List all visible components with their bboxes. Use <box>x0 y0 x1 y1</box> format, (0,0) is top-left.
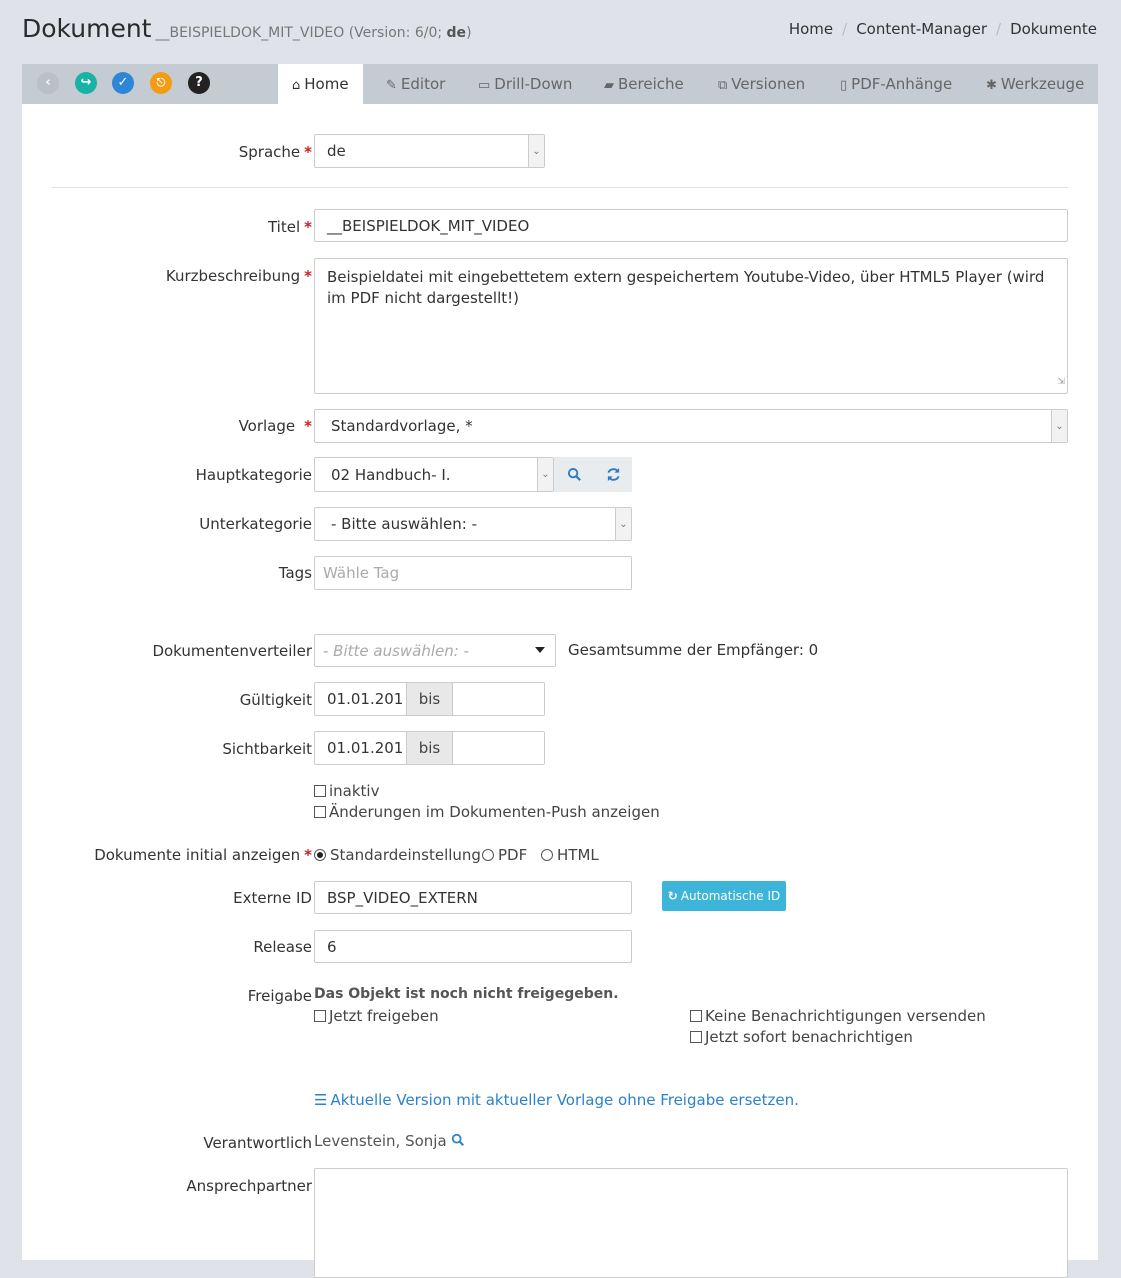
automatische-id-button[interactable] <box>662 881 786 911</box>
titel-label <box>22 218 312 236</box>
titel-input[interactable] <box>314 209 1068 242</box>
tab-bereiche-label: Bereiche <box>618 75 684 93</box>
sichtbarkeit-label <box>22 740 312 758</box>
page-header <box>22 14 1097 54</box>
checkbox-box[interactable] <box>690 1010 702 1022</box>
vorlage-value: Standardvorlage, * <box>331 417 473 435</box>
verantwortlich-value: Levenstein, Sonja <box>314 1132 447 1150</box>
tab-pdf-anhaenge[interactable] <box>826 64 966 104</box>
hauptkategorie-label <box>22 466 312 484</box>
sprache-label-text: Sprache <box>238 143 301 161</box>
breadcrumb <box>789 20 1097 38</box>
unterkategorie-value: - Bitte auswählen: - <box>331 515 478 533</box>
sichtbarkeit-from-value: 01.01.201 <box>327 739 404 757</box>
lock-icon[interactable]: ⎋ <box>150 72 172 94</box>
checkbox-box[interactable] <box>314 1010 326 1022</box>
tab-versionen[interactable] <box>704 64 819 104</box>
gueltigkeit-bis-addon <box>406 682 453 716</box>
chevron-down-icon: ⌄ <box>537 458 553 491</box>
folder-open-icon: ▰ <box>604 78 614 93</box>
tab-editor[interactable] <box>372 64 459 104</box>
vorlage-select[interactable] <box>314 409 1068 443</box>
tags-placeholder: Wähle Tag <box>323 564 400 582</box>
gueltigkeit-label <box>22 691 312 709</box>
gueltigkeit-to-input[interactable] <box>452 682 545 716</box>
freigabe-label <box>22 987 312 1005</box>
tab-versionen-label: Versionen <box>731 75 806 93</box>
breadcrumb-home[interactable]: Home <box>788 20 834 38</box>
required-marker: * <box>304 846 312 864</box>
tab-drill-down-label: Drill-Down <box>494 75 573 93</box>
sprache-value: de <box>327 142 346 160</box>
tab-home[interactable] <box>278 64 363 104</box>
breadcrumb-content-manager[interactable]: Content-Manager <box>856 20 988 38</box>
required-marker: * <box>304 417 312 435</box>
caret-down-icon <box>535 647 545 653</box>
verantwortlich-label-text: Verantwortlich <box>203 1134 312 1152</box>
unterkategorie-select[interactable] <box>314 507 632 541</box>
wrench-icon: ✱ <box>986 78 997 93</box>
refresh-icon: ↻ <box>667 889 678 903</box>
radio-standardeinstellung-label: Standardeinstellung <box>330 846 481 864</box>
ansprechpartner-label <box>22 1177 312 1195</box>
chevron-down-icon: ⌄ <box>528 135 544 167</box>
ansprechpartner-textarea[interactable] <box>314 1168 1068 1278</box>
hauptkategorie-label-text: Hauptkategorie <box>195 466 312 484</box>
breadcrumb-separator: / <box>996 20 1002 38</box>
subtitle-language: de <box>446 25 467 41</box>
version-ersetzen-link-text: Aktuelle Version mit aktueller Vorlage ohne Freigabe ersetzen. <box>330 1091 799 1109</box>
pdf-file-icon: ▯ <box>840 78 848 93</box>
version-ersetzen-link[interactable] <box>314 1091 799 1109</box>
tags-label-text: Tags <box>278 564 312 582</box>
required-marker: * <box>304 267 312 285</box>
radio-pdf-label: PDF <box>498 846 528 864</box>
tab-pdf-anhaenge-label: PDF-Anhänge <box>851 75 953 93</box>
radio-button[interactable] <box>541 849 553 861</box>
titel-value: __BEISPIELDOK_MIT_VIDEO <box>327 216 530 235</box>
sichtbarkeit-to-input[interactable] <box>452 731 545 765</box>
help-icon[interactable]: ? <box>188 72 210 94</box>
tab-drill-down[interactable] <box>464 64 586 104</box>
radio-html-label: HTML <box>557 846 599 864</box>
freigabe-status: Das Objekt ist noch nicht freigegeben. <box>314 986 619 1002</box>
empfaenger-summary: Gesamtsumme der Empfänger: 0 <box>568 641 819 659</box>
vorlage-label-text: Vorlage <box>238 417 296 435</box>
radio-html[interactable] <box>541 846 599 864</box>
dokumentenverteiler-select[interactable] <box>314 634 556 667</box>
initial-anzeige-label-text: Dokumente initial anzeigen <box>94 846 301 864</box>
kurzbeschreibung-label-text: Kurzbeschreibung <box>165 267 301 285</box>
breadcrumb-separator: / <box>842 20 848 38</box>
verantwortlich-value-wrap <box>314 1132 465 1150</box>
release-label <box>22 938 312 956</box>
refresh-icon <box>606 467 621 482</box>
gueltigkeit-label-text: Gültigkeit <box>239 691 312 709</box>
sichtbarkeit-bis-addon <box>406 731 453 765</box>
page-title <box>22 14 472 43</box>
unterkategorie-label <box>22 515 312 533</box>
resize-handle-icon[interactable]: ⇲ <box>1057 377 1065 387</box>
gueltigkeit-from-value: 01.01.201 <box>327 690 404 708</box>
search-icon[interactable] <box>451 1133 465 1147</box>
kurzbeschreibung-value: Beispieldatei mit eingebettetem extern gespeichertem Youtube-Video, über HTML5 Player (wird im PDF nicht dargestellt!) <box>327 268 1045 307</box>
externe-id-label-text: Externe ID <box>233 889 312 907</box>
automatische-id-label: Automatische ID <box>680 889 781 903</box>
tab-werkzeuge[interactable] <box>972 64 1098 104</box>
sichtbarkeit-label-text: Sichtbarkeit <box>222 740 312 758</box>
home-icon: ⌂ <box>292 78 301 93</box>
jetzt-freigeben-label: Jetzt freigeben <box>329 1007 439 1025</box>
radio-button[interactable] <box>314 849 326 861</box>
tab-bereiche[interactable] <box>590 64 698 104</box>
dokumentenverteiler-label <box>22 642 312 660</box>
search-icon <box>567 467 582 482</box>
initial-anzeige-label <box>22 846 312 864</box>
hauptkategorie-value: 02 Handbuch- I. <box>331 465 451 484</box>
divider <box>52 187 1068 188</box>
tab-home-label: Home <box>304 75 349 93</box>
radio-button[interactable] <box>482 849 494 861</box>
subtitle-suffix: ) <box>466 25 472 41</box>
vorlage-label <box>22 417 312 435</box>
release-value: 6 <box>327 937 337 956</box>
back-icon[interactable]: ‹ <box>37 72 59 94</box>
required-marker: * <box>304 143 312 161</box>
tags-input[interactable] <box>314 556 632 590</box>
share-icon[interactable]: ↪ <box>75 72 97 94</box>
list-icon: ☰ <box>314 1091 328 1109</box>
tags-label <box>22 564 312 582</box>
checkbox-box[interactable] <box>314 785 326 797</box>
folder-icon: ▭ <box>478 78 491 93</box>
keine-benachrichtigungen-label: Keine Benachrichtigungen versenden <box>705 1007 986 1025</box>
page-title-text: Dokument <box>22 14 152 43</box>
externe-id-label <box>22 889 312 907</box>
sprache-select[interactable] <box>314 134 545 168</box>
kurzbeschreibung-label <box>22 267 312 285</box>
subtitle-prefix: __BEISPIELDOK_MIT_VIDEO (Version: 6/0; <box>155 25 447 41</box>
checkbox-box[interactable] <box>690 1031 702 1043</box>
tab-editor-label: Editor <box>400 75 446 93</box>
sofort-benachrichtigen-checkbox[interactable] <box>690 1028 913 1046</box>
refresh-category-button[interactable] <box>594 457 632 492</box>
bis-label: bis <box>418 690 441 708</box>
unterkategorie-label-text: Unterkategorie <box>199 515 312 533</box>
tab-werkzeuge-label: Werkzeuge <box>1000 75 1085 93</box>
chevron-down-icon: ⌄ <box>1051 410 1067 442</box>
search-category-button[interactable] <box>554 457 594 492</box>
radio-pdf[interactable] <box>482 846 527 864</box>
pencil-icon: ✎ <box>386 78 397 93</box>
check-icon[interactable]: ✓ <box>112 72 134 94</box>
sprache-label <box>22 143 312 161</box>
gueltigkeit-from-input[interactable] <box>314 682 407 716</box>
verantwortlich-label <box>22 1134 312 1152</box>
inaktiv-checkbox[interactable] <box>314 782 379 800</box>
required-marker: * <box>304 218 312 236</box>
ansprechpartner-label-text: Ansprechpartner <box>186 1177 312 1195</box>
checkbox-box[interactable] <box>314 806 326 818</box>
main-panel <box>22 104 1098 1260</box>
push-label: Änderungen im Dokumenten-Push anzeigen <box>329 803 660 821</box>
freigabe-label-text: Freigabe <box>247 987 312 1005</box>
titel-label-text: Titel <box>267 218 301 236</box>
tab-bar <box>22 64 1098 104</box>
sichtbarkeit-from-input[interactable] <box>314 731 407 765</box>
jetzt-freigeben-checkbox[interactable] <box>314 1007 439 1025</box>
radio-standardeinstellung[interactable] <box>314 846 481 864</box>
hauptkategorie-select[interactable] <box>314 457 554 492</box>
breadcrumb-dokumente: Dokumente <box>1010 20 1097 38</box>
release-input[interactable] <box>314 930 632 963</box>
externe-id-input[interactable] <box>314 881 632 914</box>
dokumentenverteiler-placeholder: - Bitte auswählen: - <box>323 641 470 660</box>
push-checkbox[interactable] <box>314 803 660 821</box>
keine-benachrichtigungen-checkbox[interactable] <box>690 1007 986 1025</box>
dokumentenverteiler-label-text: Dokumentenverteiler <box>152 642 312 660</box>
externe-id-value: BSP_VIDEO_EXTERN <box>327 888 478 907</box>
inaktiv-label: inaktiv <box>329 782 380 800</box>
bis-label: bis <box>418 739 441 757</box>
release-label-text: Release <box>253 938 312 956</box>
page-subtitle <box>155 25 471 41</box>
sofort-benachrichtigen-label: Jetzt sofort benachrichtigen <box>705 1028 913 1046</box>
copy-icon: ⧉ <box>718 78 728 93</box>
kurzbeschreibung-textarea[interactable] <box>314 258 1068 394</box>
chevron-down-icon: ⌄ <box>615 508 631 540</box>
